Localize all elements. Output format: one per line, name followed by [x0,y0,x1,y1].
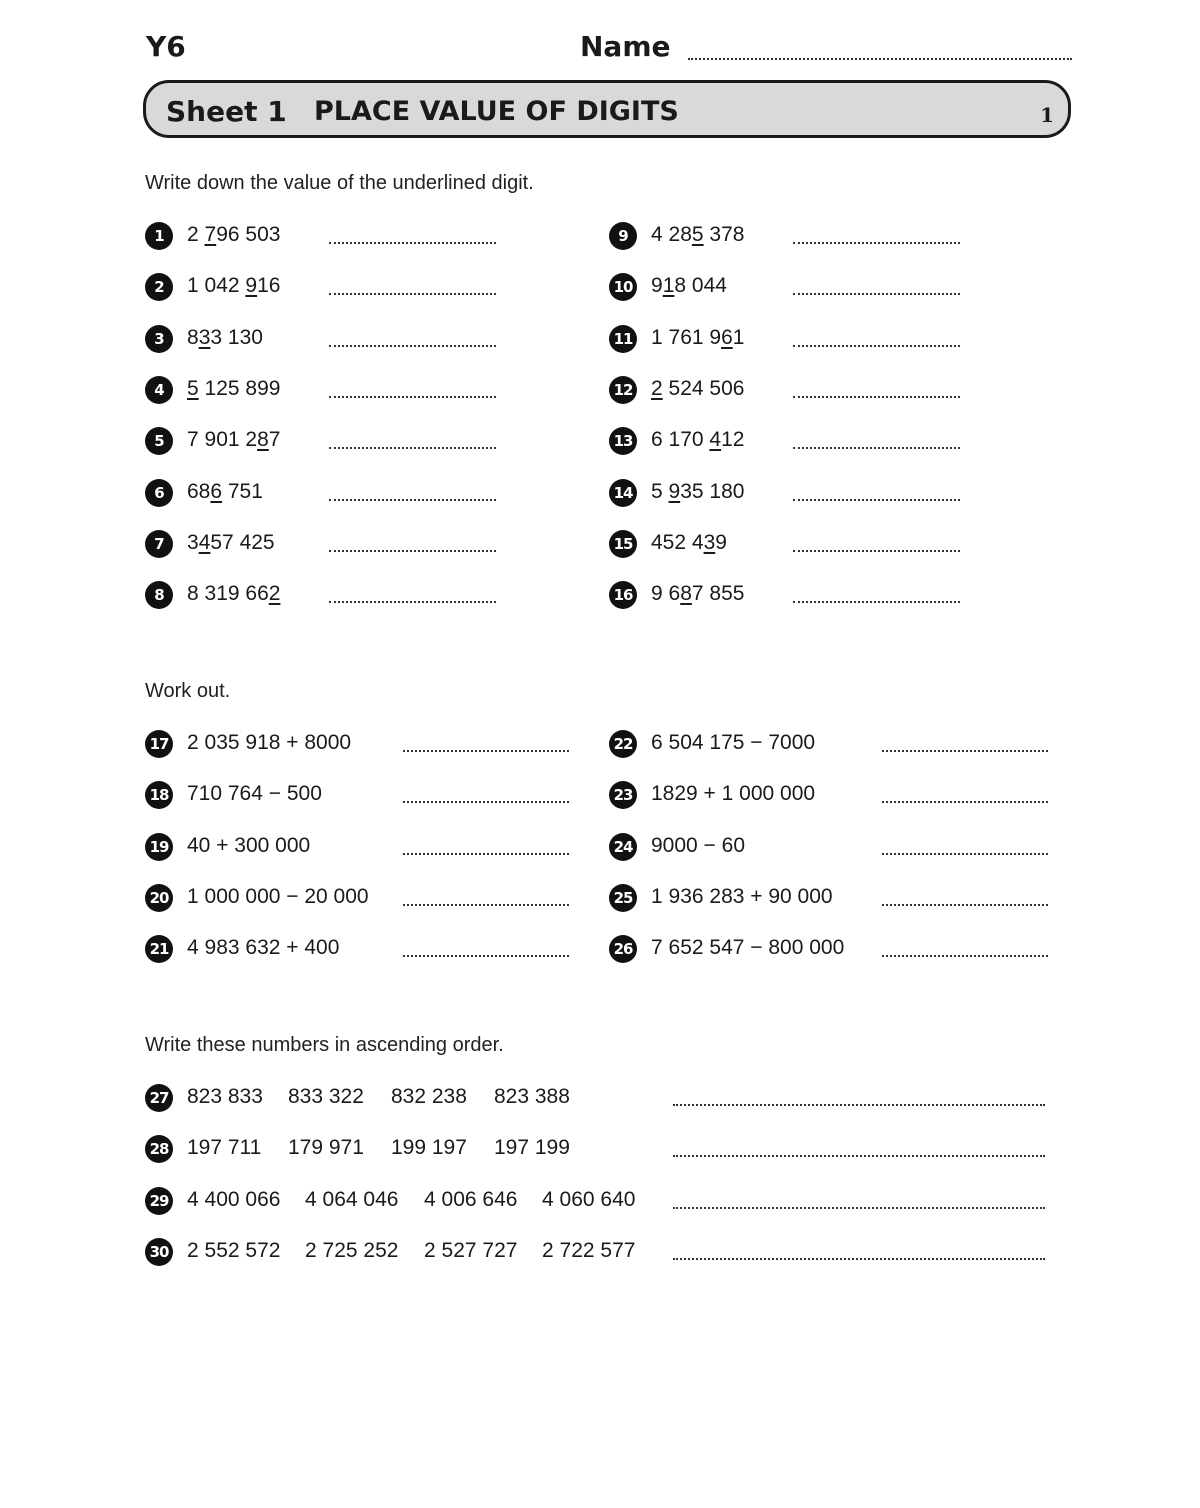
question-number: 918 044 [651,274,727,298]
answer-line[interactable] [329,546,496,552]
question-number: 452 439 [651,530,727,554]
answer-line[interactable] [329,341,496,347]
question-number-badge: 25 [609,884,637,912]
number-to-order: 4 064 046 [305,1187,399,1211]
underlined-digit: 9 [245,274,258,298]
number-to-order: 4 006 646 [424,1187,518,1211]
number-to-order: 179 971 [288,1136,364,1160]
number-to-order: 197 711 [187,1136,262,1160]
question-number-badge: 20 [145,884,173,912]
underlined-digit: 8 [680,582,692,606]
sheet-label: Sheet 1 [166,95,287,128]
question-number: 9 687 855 [651,582,745,606]
answer-line[interactable] [793,341,960,347]
number-to-order: 833 322 [288,1085,364,1108]
answer-line[interactable] [882,746,1048,752]
calculation: 710 764 − 500 [187,782,322,806]
underlined-digit: 8 [257,428,269,452]
calculation: 40 + 300 000 [187,833,311,857]
question-number: 2 796 503 [187,223,281,246]
number-to-order: 2 722 577 [542,1238,636,1262]
question-number-badge: 21 [145,935,173,963]
question-number: 7 901 287 [187,428,281,452]
answer-line[interactable] [403,797,569,803]
question-number-badge: 19 [145,833,173,861]
underlined-digit: 9 [668,479,681,503]
name-label: Name [580,30,671,63]
question-number: 2 524 506 [651,376,745,400]
answer-line[interactable] [329,597,496,603]
question-number-badge: 6 [145,479,173,507]
answer-line[interactable] [673,1151,1045,1157]
answer-line[interactable] [793,597,960,603]
question-number-badge: 12 [609,376,637,404]
question-number-badge: 18 [145,781,173,809]
calculation: 6 504 175 − 7000 [651,731,816,754]
question-number: 1 042 916 [187,274,281,298]
question-number-badge: 9 [609,222,637,250]
answer-line[interactable] [403,951,569,957]
question-number-badge: 5 [145,427,173,455]
question-number-badge: 23 [609,781,637,809]
answer-line[interactable] [329,495,496,501]
calculation: 4 983 632 + 400 [187,936,340,960]
underlined-digit: 2 [268,582,281,606]
calculation: 2 035 918 + 8000 [187,731,352,754]
question-number-badge: 13 [609,427,637,455]
question-number: 1 761 961 [651,325,745,349]
answer-line[interactable] [329,289,496,295]
number-to-order: 823 388 [494,1085,570,1108]
question-number-badge: 15 [609,530,637,558]
underlined-digit: 3 [703,530,716,554]
question-number: 833 130 [187,325,263,349]
calculation: 7 652 547 − 800 000 [651,936,845,960]
question-number-badge: 10 [609,273,637,301]
number-to-order: 823 833 [187,1085,263,1108]
answer-line[interactable] [403,746,569,752]
question-number-badge: 4 [145,376,173,404]
answer-line[interactable] [882,849,1048,855]
answer-line[interactable] [403,900,569,906]
question-number-badge: 24 [609,833,637,861]
question-number-badge: 11 [609,325,637,353]
number-to-order: 2 725 252 [305,1238,399,1262]
year-label: Y6 [146,30,186,63]
underlined-digit: 6 [721,325,733,349]
number-to-order: 832 238 [391,1085,467,1108]
underlined-digit: 1 [662,274,675,298]
question-number: 5 125 899 [187,376,281,400]
answer-line[interactable] [329,392,496,398]
number-to-order: 199 197 [391,1136,467,1160]
question-number-badge: 7 [145,530,173,558]
answer-line[interactable] [793,495,960,501]
question-number: 3457 425 [187,530,275,554]
underlined-digit: 5 [691,223,704,246]
question-number: 5 935 180 [651,479,745,503]
question-number-badge: 30 [145,1238,173,1266]
question-number-badge: 3 [145,325,173,353]
number-to-order: 2 527 727 [424,1238,518,1262]
question-number: 4 285 378 [651,223,745,246]
question-number-badge: 22 [609,730,637,758]
question-number: 686 751 [187,479,263,503]
underlined-digit: 3 [198,325,211,349]
answer-line[interactable] [673,1100,1045,1106]
calculation: 1 936 283 + 90 000 [651,884,833,908]
calculation: 9000 − 60 [651,833,746,857]
answer-line[interactable] [329,443,496,449]
answer-line[interactable] [882,951,1048,957]
answer-line[interactable] [673,1203,1045,1209]
underlined-digit: 2 [651,376,663,400]
question-number: 8 319 662 [187,582,281,606]
underlined-digit: 7 [204,223,217,246]
question-number-badge: 16 [609,581,637,609]
section3-instruction: Write these numbers in ascending order. [145,1034,504,1056]
underlined-digit: 4 [709,428,722,452]
calculation: 1829 + 1 000 000 [651,782,816,806]
answer-line[interactable] [793,289,960,295]
underlined-digit: 4 [198,530,211,554]
answer-line[interactable] [793,443,960,449]
question-number: 6 170 412 [651,428,745,452]
question-number-badge: 26 [609,935,637,963]
question-number-badge: 29 [145,1187,173,1215]
number-to-order: 4 060 640 [542,1187,636,1211]
answer-line[interactable] [329,238,496,244]
question-number-badge: 2 [145,273,173,301]
name-answer-line[interactable] [688,52,1072,60]
number-to-order: 4 400 066 [187,1187,281,1211]
sheet-title: PLACE VALUE OF DIGITS [314,96,679,127]
number-to-order: 197 199 [494,1136,570,1160]
calculation: 1 000 000 − 20 000 [187,884,369,908]
underlined-digit: 6 [210,479,223,503]
question-number-badge: 28 [145,1135,173,1163]
answer-line[interactable] [403,849,569,855]
answer-line[interactable] [793,392,960,398]
page-number: 1 [1040,103,1054,127]
answer-line[interactable] [673,1254,1045,1260]
question-number-badge: 8 [145,581,173,609]
answer-line[interactable] [793,546,960,552]
answer-line[interactable] [882,900,1048,906]
underlined-digit: 5 [187,376,199,400]
answer-line[interactable] [793,238,960,244]
question-number-badge: 27 [145,1084,173,1112]
question-number-badge: 14 [609,479,637,507]
answer-line[interactable] [882,797,1048,803]
question-number-badge: 17 [145,730,173,758]
section1-instruction: Write down the value of the underlined digit. [145,172,534,194]
question-number-badge: 1 [145,222,173,250]
sheet-banner [143,80,1071,138]
number-to-order: 2 552 572 [187,1238,281,1262]
section2-instruction: Work out. [145,680,231,702]
